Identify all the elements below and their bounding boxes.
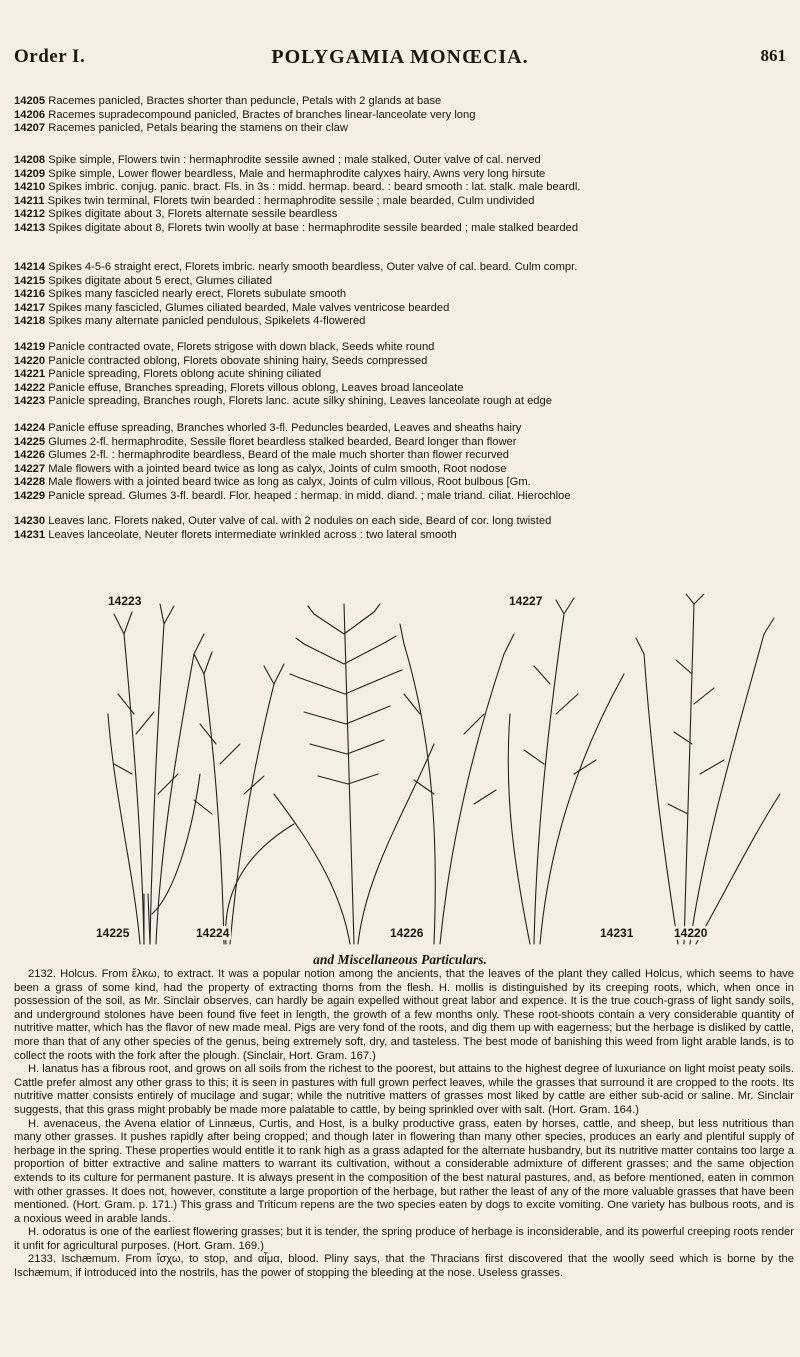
species-entry	[14, 122, 794, 136]
grass-drawing-14231	[508, 598, 624, 944]
figure-label-14223: 14223	[108, 594, 142, 608]
species-entry	[14, 463, 794, 477]
paragraph-holcus-odoratus: H. odoratus is one of the earliest flowering grasses; but it is tender, the spring produce of herbage is inconsiderable, and its powerful creeping roots render it unfit for agricultural purposes. (Hort. Gram. 169.)	[14, 1226, 794, 1252]
body-text	[14, 968, 794, 1281]
grass-illustration	[104, 594, 784, 950]
species-number: 14213	[14, 221, 46, 234]
species-number: 14225	[14, 435, 46, 448]
species-entry	[14, 195, 794, 209]
species-number: 14217	[14, 301, 46, 314]
species-entry	[14, 355, 794, 369]
species-number: 14221	[14, 368, 46, 381]
grass-drawing-14226	[400, 624, 514, 944]
paragraph-holcus-lanatus: H. lanatus has a fibrous root, and grows on all soils from the richest to the poorest, but attains to the highest degree of luxuriance on light moist peaty soils. Cattle prefer almost any other grass to this; it is seen in pastures with full grown perfect leaves, while the grasses that surround it are cropped to the roots. Its nutritive matter consists entirely of mucilage and sugar; while the nutritive matters of grasses most liked by cattle are either sub-acid or saline. Mr. Sinclair suggests, that this grass might probably be made more palatable to cattle, by being sprinkled over with salt. (Hort. Gram. 164.)	[14, 1063, 794, 1116]
page-number: 861	[760, 46, 786, 65]
grass-drawing-14227	[274, 604, 434, 944]
species-entry	[14, 315, 794, 329]
species-number: 14220	[14, 354, 46, 367]
figure-label-14225: 14225	[96, 926, 130, 940]
species-description: Panicle spread. Glumes 3-fl. beardl. Flor. heaped : hermap. in midd. diand. ; male triand. ciliat. Hierochloe	[48, 489, 571, 502]
species-description: Spikes imbric. conjug. panic. bract. Fls. in 3s : midd. hermap. beard. : beard smooth : lat. stalk. male beardl.	[48, 181, 581, 194]
species-number: 14207	[14, 122, 46, 135]
figure-label-14224: 14224	[196, 926, 230, 940]
species-description: Leaves lanceolate, Neuter florets intermediate wrinkled across : two lateral smooth	[48, 528, 457, 541]
species-description: Glumes 2-fl. hermaphrodite, Sessile floret beardless stalked bearded, Beard longer than flower	[48, 435, 517, 448]
species-entry	[14, 95, 794, 109]
species-entry	[14, 490, 794, 504]
species-description: Spikes many fascicled, Glumes ciliated bearded, Male valves ventricose bearded	[48, 301, 450, 314]
species-number: 14206	[14, 108, 46, 121]
species-group-3	[14, 261, 794, 329]
species-number: 14214	[14, 261, 46, 273]
species-entry	[14, 288, 794, 302]
species-description: Panicle contracted ovate, Florets strigose with down black, Seeds white round	[48, 341, 435, 353]
species-entry	[14, 341, 794, 355]
species-number: 14216	[14, 288, 46, 301]
figure-label-14227: 14227	[509, 594, 543, 608]
species-description: Panicle effuse spreading, Branches whorled 3-fl. Peduncles bearded, Leaves and sheaths hairy	[48, 422, 522, 434]
species-description: Racemes panicled, Bractes shorter than peduncle, Petals with 2 glands at base	[48, 95, 442, 107]
species-group-6	[14, 515, 794, 542]
species-description: Spikes many alternate panicled pendulous, Spikelets 4-flowered	[48, 315, 366, 328]
species-description: Glumes 2-fl. : hermaphrodite beardless, Beard of the male much shorter than flower recurved	[48, 449, 510, 462]
species-number: 14209	[14, 167, 46, 180]
species-description: Racemes panicled, Petals bearing the stamens on their claw	[48, 122, 348, 135]
species-entry	[14, 436, 794, 450]
species-entry	[14, 222, 794, 236]
species-entry	[14, 382, 794, 396]
species-entry	[14, 476, 794, 490]
species-entry	[14, 302, 794, 316]
species-number: 14231	[14, 528, 46, 541]
species-number: 14215	[14, 274, 46, 287]
species-description: Spikes digitate about 5 erect, Glumes ciliated	[48, 274, 273, 287]
species-entry	[14, 109, 794, 123]
species-number: 14210	[14, 181, 46, 194]
species-number: 14226	[14, 449, 46, 462]
section-caption: and Miscellaneous Particulars.	[313, 952, 487, 967]
species-number: 14227	[14, 462, 46, 475]
figure-label-14226: 14226	[390, 926, 424, 940]
species-number: 14219	[14, 341, 46, 353]
species-entry	[14, 261, 794, 275]
species-group-1	[14, 95, 794, 136]
species-entry	[14, 449, 794, 463]
grass-drawing-14224	[194, 652, 294, 944]
paragraph-holcus: 2132. Holcus. From ἕλκω, to extract. It was a popular notion among the ancients, that the leaves of the plant they called Holcus, which seems to have been a grass of some kind, had the property of extracting thorns from the flesh. H. mollis is distinguished by its creeping roots, which, when once in possession of the soil, as Mr. Sinclair observes, can hardly be again expelled without great labor and expence. It is the true couch-grass of light sandy soils, and underground stolones have been found five feet in length, the growth of a few months only. These root-shoots contain a very considerable quantity of nutritive matter, which has the flavor of new made meal. Pigs are very fond of the roots, and dig them up with eagerness; but the herbage is disliked by cattle, more than that of any other species of the genus, being extremely soft, dry, and tasteless. The best mode of banishing this weed from light arable lands, is to collect the roots with the fork after the plough. (Sinclair, Hort. Gram. 167.)	[14, 968, 794, 1062]
species-group-5	[14, 422, 794, 504]
species-description: Spike simple, Lower flower beardless, Male and hermaphrodite calyxes hairy, Awns very long hirsute	[48, 167, 546, 180]
species-description: Spikes digitate about 3, Florets alternate sessile beardless	[48, 208, 338, 221]
species-number: 14211	[14, 194, 45, 207]
species-description: Racemes supradecompound panicled, Bractes of branches linear-lanceolate very long	[48, 108, 476, 121]
species-entry	[14, 168, 794, 182]
grass-drawing-14223	[108, 604, 204, 944]
species-description: Leaves lanc. Florets naked, Outer valve of cal. with 2 nodules on each side, Beard of cor. long twisted	[48, 515, 552, 527]
page-title: POLYGAMIA MONŒCIA.	[271, 46, 529, 68]
species-description: Male flowers with a jointed beard twice as long as calyx, Joints of culm smooth, Root nodose	[48, 462, 507, 475]
species-description: Panicle effuse, Branches spreading, Florets villous oblong, Leaves broad lanceolate	[48, 381, 464, 394]
species-group-2	[14, 154, 794, 236]
figure-label-14231: 14231	[600, 926, 634, 940]
species-number: 14229	[14, 489, 46, 502]
species-entry	[14, 395, 794, 409]
paragraph-ischaemum: 2133. Ischæmum. From ἴσχω, to stop, and αἷμα, blood. Pliny says, that the Thracians first discovered that the woolly seed which is borne by the Ischæmum, if introduced into the nostrils, has the power of stopping the bleeding at the nose. Useless grasses.	[14, 1253, 794, 1280]
species-description: Spikes twin terminal, Florets twin bearded : hermaphrodite sessile ; male bearded, Culm undivided	[47, 194, 535, 207]
species-number: 14224	[14, 422, 46, 434]
species-entry	[14, 515, 794, 529]
species-number: 14230	[14, 515, 46, 527]
grass-drawing-14220	[636, 594, 780, 944]
species-number: 14205	[14, 95, 46, 107]
figure-label-14220: 14220	[674, 926, 708, 940]
paragraph-holcus-avenaceus: H. avenaceus, the Avena elatior of Linnæus, Curtis, and Host, is a bulky productive grass, eaten by horses, cattle, and sheep, but less nutritious than many other grasses. It pushes rapidly after being cropped; and though later in flowering than many other species, produces an early and plentiful supply of herbage in the spring. These properties would entitle it to rank high as a grass adapted for the alternate husbandry, but its nutritive matter contains too large a proportion of bitter extractive and saline matters to warrant its cultivation, without a considerable admixture of different grasses; and the same objection extends to its culture for permanent pasture. It is always present in the composition of the best natural pastures, and, as before mentioned, eaten in common with other grasses. It does not, however, constitute a large proportion of the herbage, but rather the least of any of the more valuable grasses that have been mentioned. (Hort. Gram. p. 171.) This grass and Triticum repens are the two species eaten by dogs to excite vomiting. One variety has bulbous roots, and is a noxious weed in arable lands.	[14, 1117, 794, 1225]
species-entry	[14, 422, 794, 436]
species-number: 14222	[14, 381, 46, 394]
species-entry	[14, 208, 794, 222]
species-description: Spikes many fascicled nearly erect, Florets subulate smooth	[48, 288, 347, 301]
species-description: Spikes 4-5-6 straight erect, Florets imbric. nearly smooth beardless, Outer valve of cal. beard. Culm compr.	[48, 261, 578, 273]
species-description: Panicle spreading, Florets oblong acute shining ciliated	[48, 368, 322, 381]
species-entry	[14, 181, 794, 195]
species-entry	[14, 529, 794, 543]
species-number: 14218	[14, 315, 46, 328]
species-entry	[14, 368, 794, 382]
species-number: 14212	[14, 208, 46, 221]
species-entry	[14, 154, 794, 168]
species-entry	[14, 275, 794, 289]
species-group-4	[14, 341, 794, 409]
species-description: Panicle spreading, Branches rough, Florets lanc. acute silky shining, Leaves lanceolate rough at edge	[48, 395, 552, 408]
species-description: Spike simple, Flowers twin : hermaphrodite sessile awned ; male stalked, Outer valve of cal. nerved	[48, 154, 541, 166]
grass-illustration-plate	[96, 594, 784, 950]
species-description: Male flowers with a jointed beard twice as long as calyx, Joints of culm villous, Root bulbous [Gm.	[48, 476, 531, 489]
species-number: 14228	[14, 476, 46, 489]
species-number: 14223	[14, 395, 46, 408]
species-description: Spikes digitate about 8, Florets twin woolly at base : hermaphrodite sessile bearded ; male stalked bearded	[48, 221, 579, 234]
order-heading: Order I.	[14, 46, 86, 67]
species-number: 14208	[14, 154, 46, 166]
species-description: Panicle contracted oblong, Florets obovate shining hairy, Seeds compressed	[48, 354, 428, 367]
